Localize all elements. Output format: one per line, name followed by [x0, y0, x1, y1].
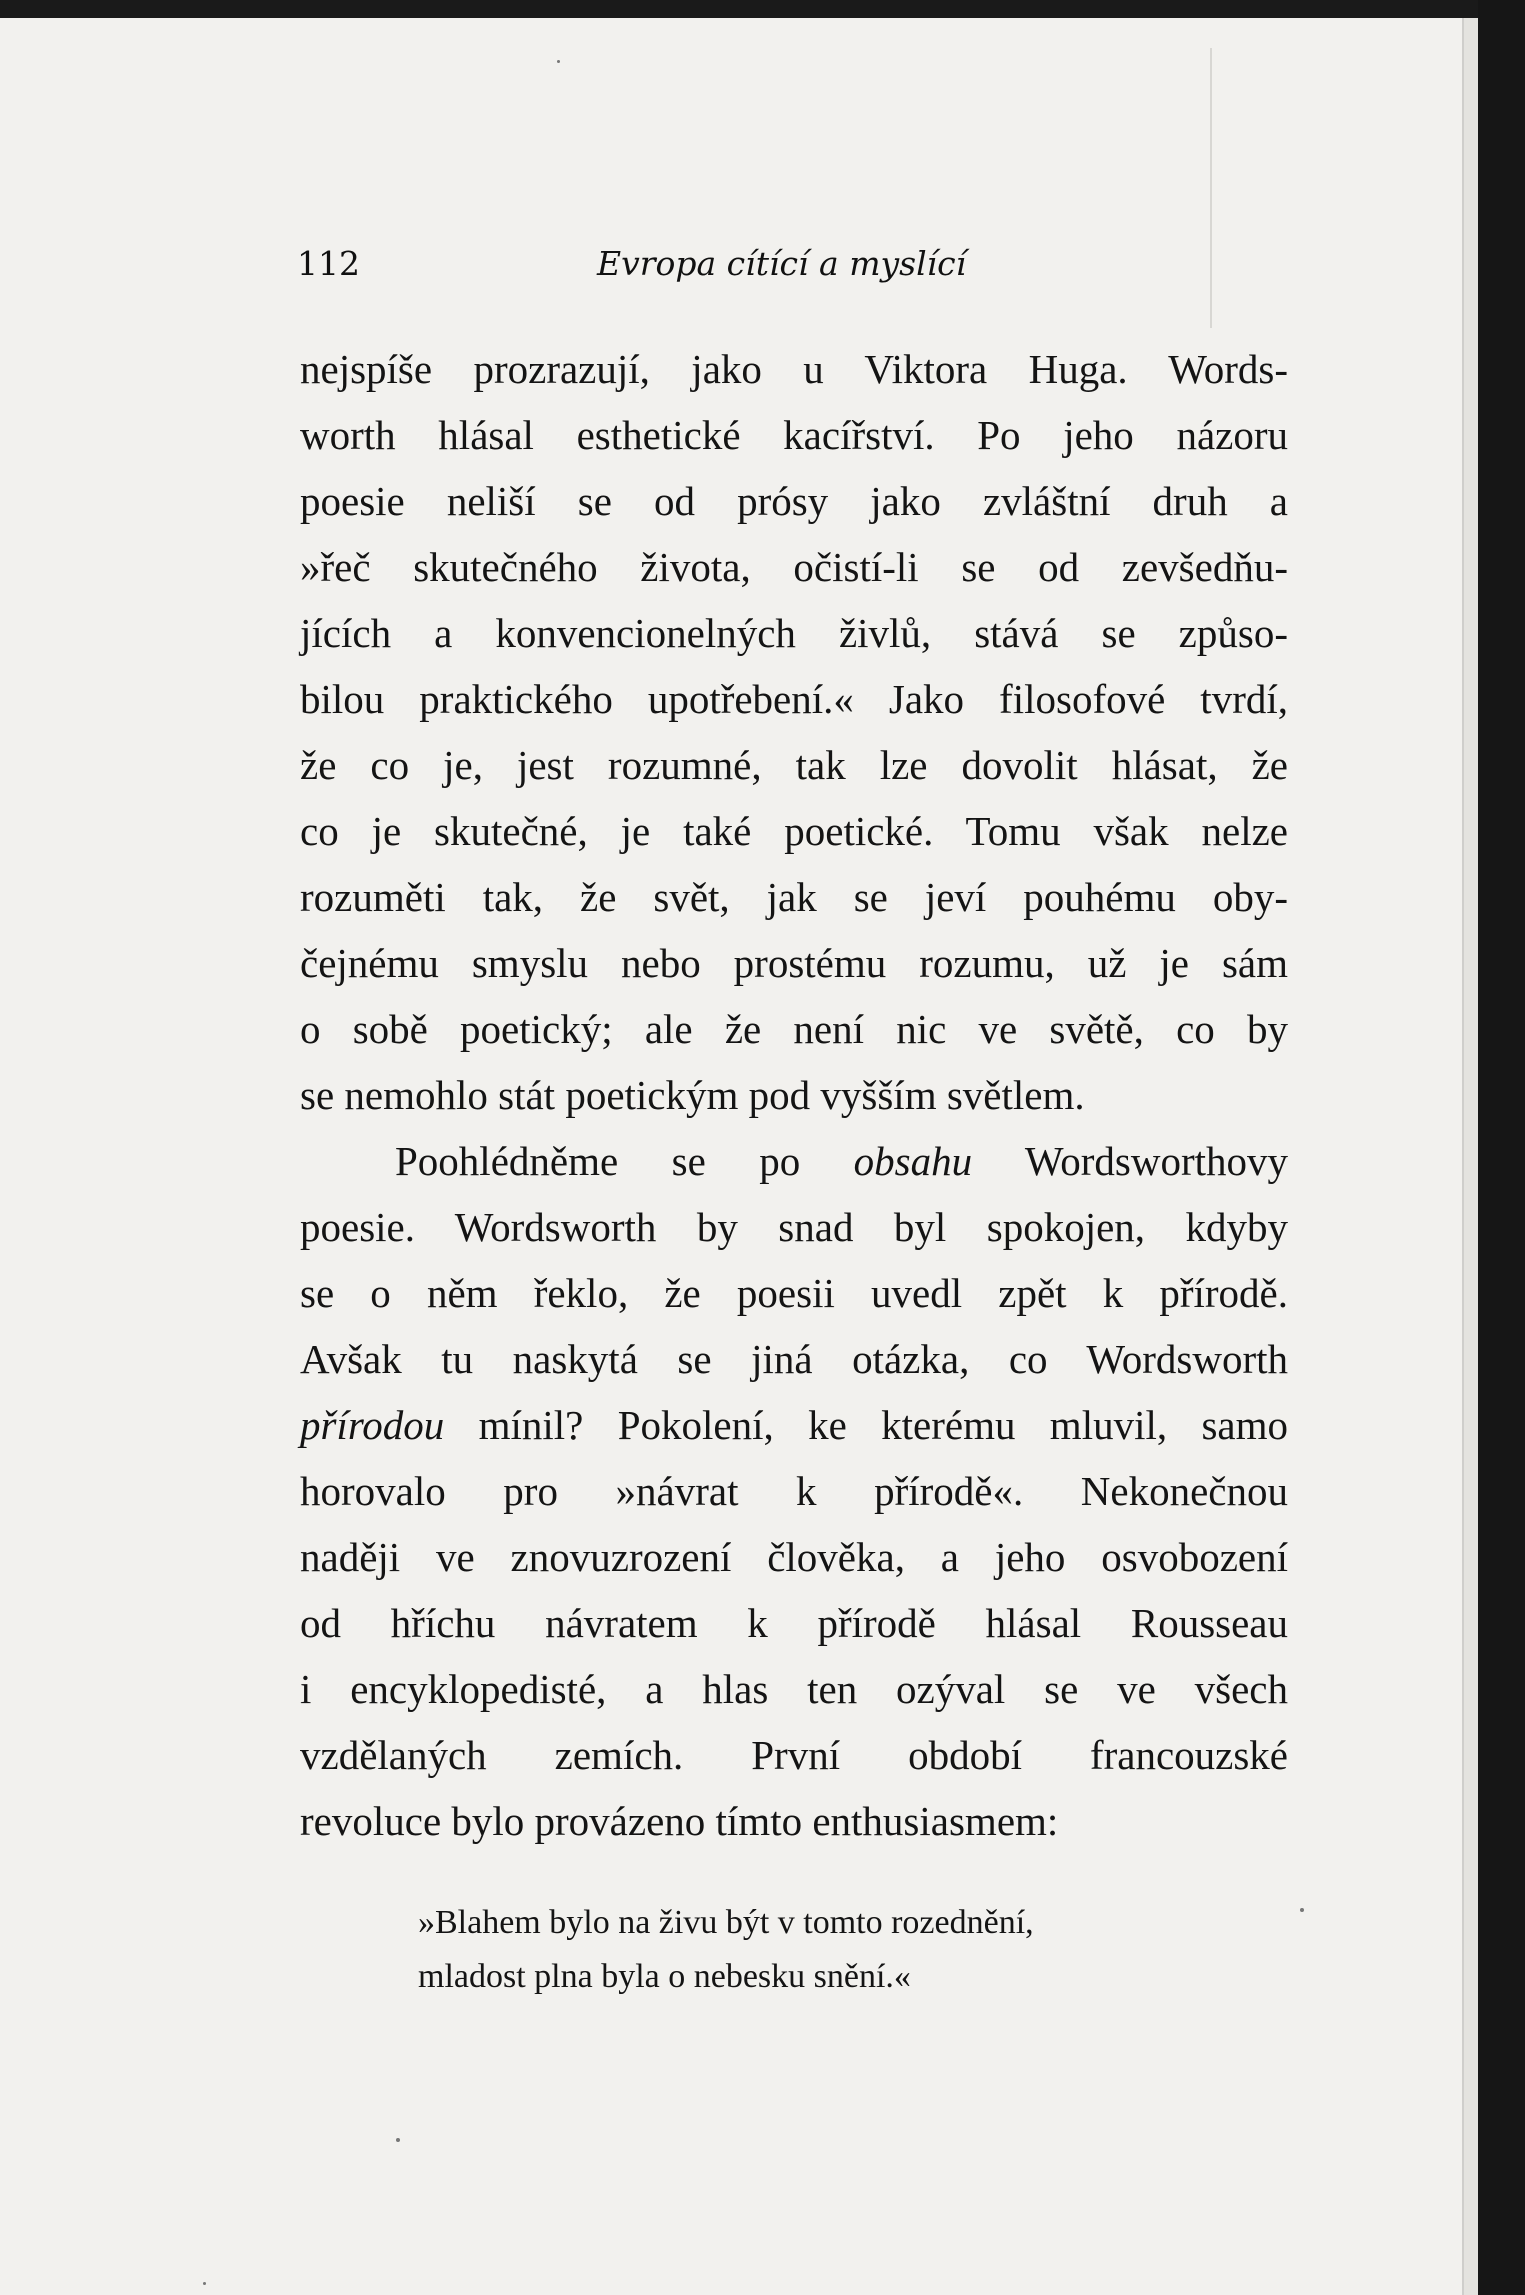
- text-line: o sobě poetický; ale že není nic ve světě, co by: [300, 1006, 1288, 1052]
- print-speck: [557, 60, 560, 63]
- running-title: Evropa cítící a myslící: [597, 244, 967, 283]
- text-run: mínil? Pokolení, ke kterému mluvil, samo: [444, 1402, 1288, 1448]
- verse-quote: [418, 1896, 1178, 2004]
- text-line: [300, 1392, 1288, 1458]
- text-line: revoluce bylo provázeno tímto enthusiasmem:: [300, 1798, 1059, 1844]
- text-line: vzdělaných zemích. První období francouzské: [300, 1732, 1288, 1778]
- paragraph-2: [300, 1128, 1288, 1854]
- text-line: bilou praktického upotřebení.« Jako filosofové tvrdí,: [300, 676, 1288, 722]
- text-line: poesie neliší se od prósy jako zvláštní druh a: [300, 478, 1288, 524]
- text-line: se o něm řeklo, že poesii uvedl zpět k přírodě.: [300, 1270, 1288, 1316]
- text-line: že co je, jest rozumné, tak lze dovolit hlásat, že: [300, 742, 1288, 788]
- print-speck: [203, 2282, 206, 2285]
- text-line: jících a konvencionelných živlů, stává se způso-: [300, 610, 1288, 656]
- emphasis-prirodou: přírodou: [300, 1402, 445, 1448]
- text-line: »řeč skutečného života, očistí-li se od zevšedňu-: [300, 544, 1288, 590]
- text-line: rozuměti tak, že svět, jak se jeví pouhému oby-: [300, 874, 1288, 920]
- verse-line: »Blahem bylo na živu být v tomto rozednění,: [418, 1904, 1034, 1941]
- text-run: Poohlédněme se po: [395, 1138, 854, 1184]
- paragraph-1: [300, 336, 1288, 1128]
- body-text: [300, 336, 1288, 1854]
- book-page: [0, 18, 1478, 2295]
- text-line: worth hlásal esthetické kacířství. Po jeho názoru: [300, 412, 1288, 458]
- text-line: se nemohlo stát poetickým pod vyšším světlem.: [300, 1072, 1085, 1118]
- text-line: čejnému smyslu nebo prostému rozumu, už je sám: [300, 940, 1288, 986]
- text-line: horovalo pro »návrat k přírodě«. Nekonečnou: [300, 1468, 1288, 1514]
- print-speck: [1300, 1908, 1304, 1912]
- text-line: nejspíše prozrazují, jako u Viktora Huga. Words-: [300, 346, 1288, 392]
- emphasis-obsahu: obsahu: [853, 1138, 973, 1184]
- text-line: [300, 1128, 1288, 1194]
- print-speck: [396, 2138, 400, 2142]
- text-run: Wordsworthovy: [972, 1138, 1288, 1184]
- text-line: Avšak tu naskytá se jiná otázka, co Wordsworth: [300, 1336, 1288, 1382]
- page-header: [297, 244, 987, 294]
- text-line: poesie. Wordsworth by snad byl spokojen, kdyby: [300, 1204, 1288, 1250]
- text-line: co je skutečné, je také poetické. Tomu však nelze: [300, 808, 1288, 854]
- text-line: od hříchu návratem k přírodě hlásal Rousseau: [300, 1600, 1288, 1646]
- page-number: 112: [297, 244, 360, 283]
- verse-line: mladost plna byla o nebesku snění.«: [418, 1958, 911, 1995]
- paper-fold-mark: [1210, 48, 1212, 328]
- scan-border: [1478, 0, 1525, 2295]
- text-line: naději ve znovuzrození člověka, a jeho osvobození: [300, 1534, 1288, 1580]
- text-line: i encyklopedisté, a hlas ten ozýval se ve všech: [300, 1666, 1288, 1712]
